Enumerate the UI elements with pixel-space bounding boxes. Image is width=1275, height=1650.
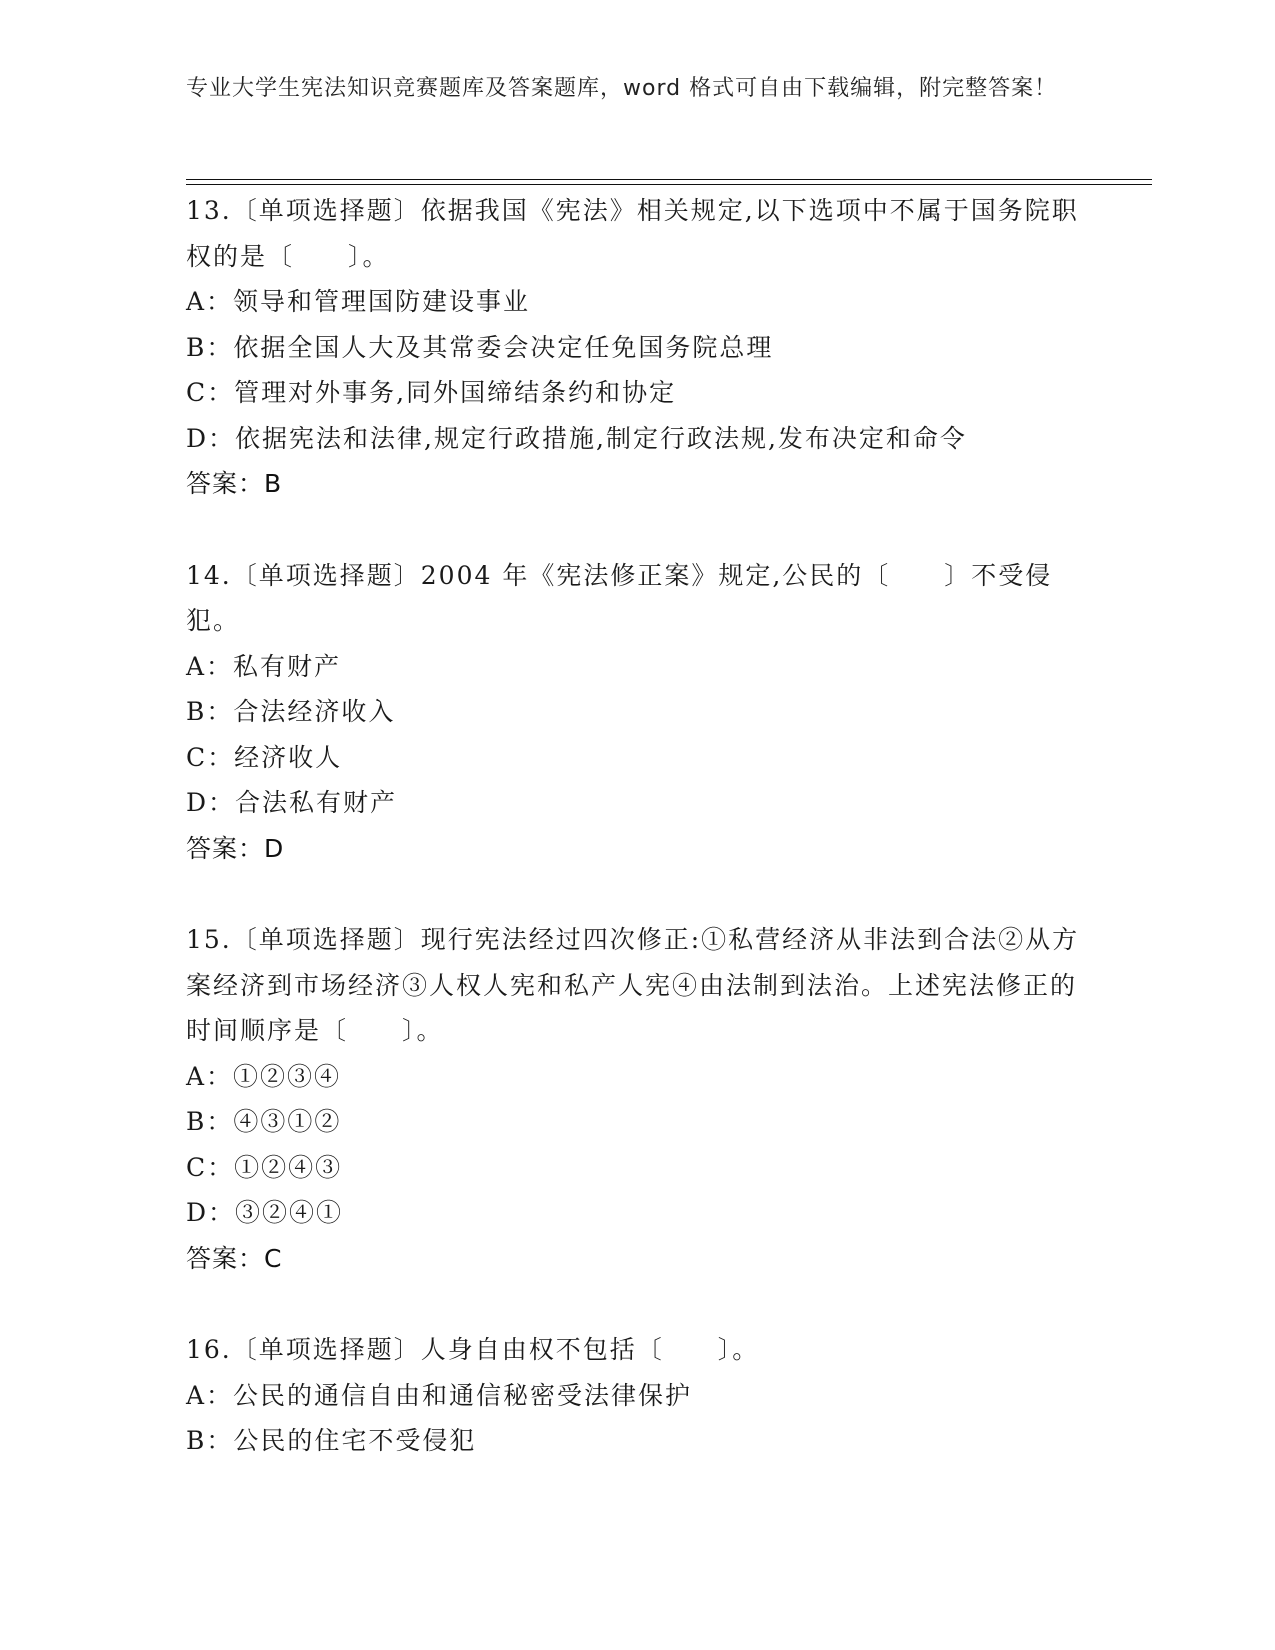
option-a: A：公民的通信自由和通信秘密受法律保护 xyxy=(186,1380,693,1410)
question-16 xyxy=(186,1327,1086,1464)
option-b: B：合法经济收入 xyxy=(186,697,396,726)
question-15 xyxy=(186,917,1086,1281)
option-b: B：公民的住宅不受侵犯 xyxy=(186,1426,477,1455)
question-stem: 13.〔单项选择题〕依据我国《宪法》相关规定,以下选项中不属于国务院职权的是〔 〕。 xyxy=(186,196,1079,271)
document-header: 专业大学生宪法知识竞赛题库及答案题库，word 格式可自由下载编辑，附完整答案！ xyxy=(186,76,1058,101)
answer-line: 答案：D xyxy=(186,833,285,863)
header-divider-top xyxy=(186,179,1152,180)
option-a: A：①②③④ xyxy=(186,1061,342,1091)
question-stem: 15.〔单项选择题〕现行宪法经过四次修正:①私营经济从非法到合法②从方案经济到市场经济③人权人宪和私产人宪④由法制到法治。上述宪法修正的时间顺序是〔 〕。 xyxy=(186,925,1080,1045)
option-c: C：管理对外事务,同外国缔结条约和协定 xyxy=(186,378,677,407)
question-13 xyxy=(186,188,1086,507)
option-a: A：领导和管理国防建设事业 xyxy=(186,287,531,316)
option-b: B：依据全国人大及其常委会决定任免国务院总理 xyxy=(186,332,774,362)
option-c: C：经济收人 xyxy=(186,742,343,772)
answer-line: 答案：C xyxy=(186,1243,283,1273)
question-stem: 16.〔单项选择题〕人身自由权不包括〔 〕。 xyxy=(186,1335,760,1364)
option-d: D：依据宪法和法律,规定行政措施,制定行政法规,发布决定和命令 xyxy=(186,423,967,453)
question-14 xyxy=(186,553,1086,872)
option-a: A：私有财产 xyxy=(186,651,342,681)
header-divider-bottom xyxy=(186,184,1152,185)
option-d: D：合法私有财产 xyxy=(186,788,398,817)
option-c: C：①②④③ xyxy=(186,1152,343,1182)
option-d: D：③②④① xyxy=(186,1198,344,1227)
option-b: B：④③①② xyxy=(186,1107,342,1136)
answer-line: 答案：B xyxy=(186,469,283,498)
question-list xyxy=(186,188,1086,1464)
question-stem: 14.〔单项选择题〕2004 年《宪法修正案》规定,公民的〔 〕不受侵犯。 xyxy=(186,560,1053,635)
